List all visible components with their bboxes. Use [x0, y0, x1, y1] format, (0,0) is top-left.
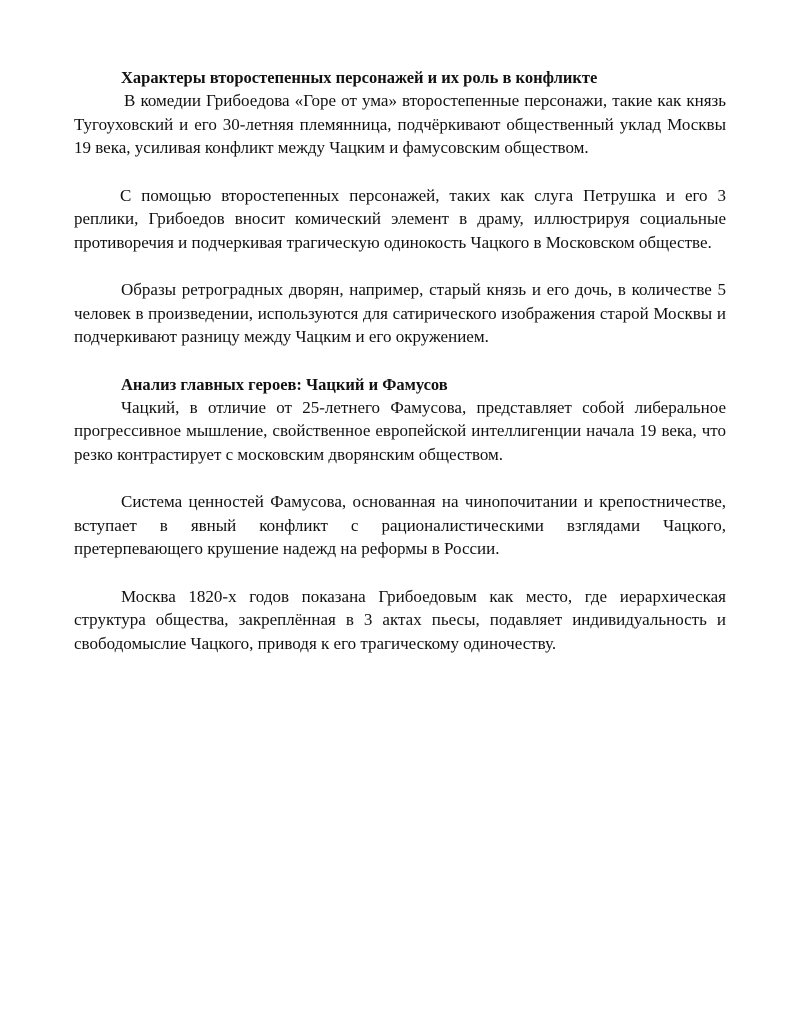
- paragraph-main-heroes-1: Чацкий, в отличие от 25-летнего Фамусова, представляет собой либеральное прогрессивное мышление, свойственное европейской интеллигенции начала 19 века, что резко контрастирует с московским дворянским обществом.: [74, 397, 726, 464]
- paragraph-spacer: [74, 561, 726, 585]
- paragraph-secondary-characters-1: В комедии Грибоедова «Горе от ума» второстепенные персонажи, такие как князь Тугоуховский и его 30-летняя племянница, подчёркивают общественный уклад Москвы 19 века, усиливая конфликт между Чацким и фамусовским обществом.: [74, 91, 726, 157]
- paragraph-spacer: [74, 254, 726, 278]
- document-page: [74, 66, 726, 655]
- paragraph-main-heroes-2: Система ценностей Фамусова, основанная на чинопочитании и крепостничестве, вступает в явный конфликт с рационалистическими взглядами Чацкого, претерпевающего крушение надежд на реформы в России.: [74, 492, 726, 558]
- paragraph-secondary-characters-2: С помощью второстепенных персонажей, таких как слуга Петрушка и его 3 реплики, Грибоедов вносит комический элемент в драму, иллюстрируя социальные противоречия и подчеркивая трагическую одинокость Чацкого в Московском обществе.: [74, 185, 726, 252]
- section-spacer: [74, 349, 726, 373]
- paragraph-spacer: [74, 466, 726, 490]
- paragraph-spacer: [74, 160, 726, 184]
- paragraph-secondary-characters-3: Образы ретроградных дворян, например, старый князь и его дочь, в количестве 5 человек в произведении, используются для сатирического изображения старой Москвы и подчеркивают разницу между Чацким и его окружением.: [74, 280, 726, 346]
- paragraph-main-heroes-3: Москва 1820-х годов показана Грибоедовым как место, где иерархическая структура общества, закреплённая в 3 актах пьесы, подавляет индивидуальность и свободомыслие Чацкого, приводя к его трагическому одиночеству.: [74, 586, 726, 653]
- section-heading-main-heroes: Анализ главных героев: Чацкий и Фамусов: [121, 374, 448, 394]
- section-heading-secondary-characters: Характеры второстепенных персонажей и их роль в конфликте: [121, 68, 598, 87]
